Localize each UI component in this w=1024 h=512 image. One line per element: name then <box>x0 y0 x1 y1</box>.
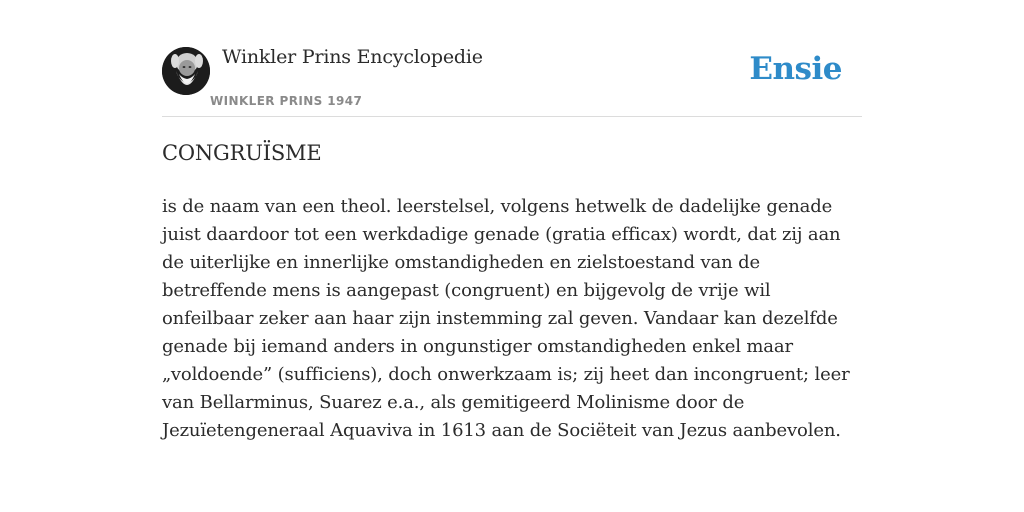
source-subtitle[interactable]: WINKLER PRINS 1947 <box>210 94 363 108</box>
source-title[interactable]: Winkler Prins Encyclopedie <box>222 46 483 68</box>
entry-title: CONGRUÏSME <box>162 141 322 165</box>
brand-logo[interactable]: Ensie <box>749 51 842 87</box>
source-header <box>162 46 862 117</box>
author-avatar[interactable] <box>162 47 210 95</box>
entry-body: is de naam van een theol. leerstelsel, volgens hetwelk de dadelijke genade juist daardoor tot een werkdadige genade (gratia efficax) wordt, dat zij aan de uiterlijke en innerlijke omstandigheden en zielstoestand van de betreffende mens is aangepast (congruent) en bijgevolg de vrije wil onfeilbaar zeker aan haar zijn instemming zal geven. Vandaar kan dezelfde genade bij iemand anders in ongunstiger omstandigheden enkel maar „voldoende” (sufficiens), doch onwerkzaam is; zij heet dan incongruent; leer van Bellarminus, Suarez e.a., als gemitigeerd Molinisme door de Jezuïetengeneraal Aquaviva in 1613 aan de Sociëteit van Jezus aanbevolen. <box>162 196 850 441</box>
bearded-man-portrait-icon <box>162 47 210 95</box>
